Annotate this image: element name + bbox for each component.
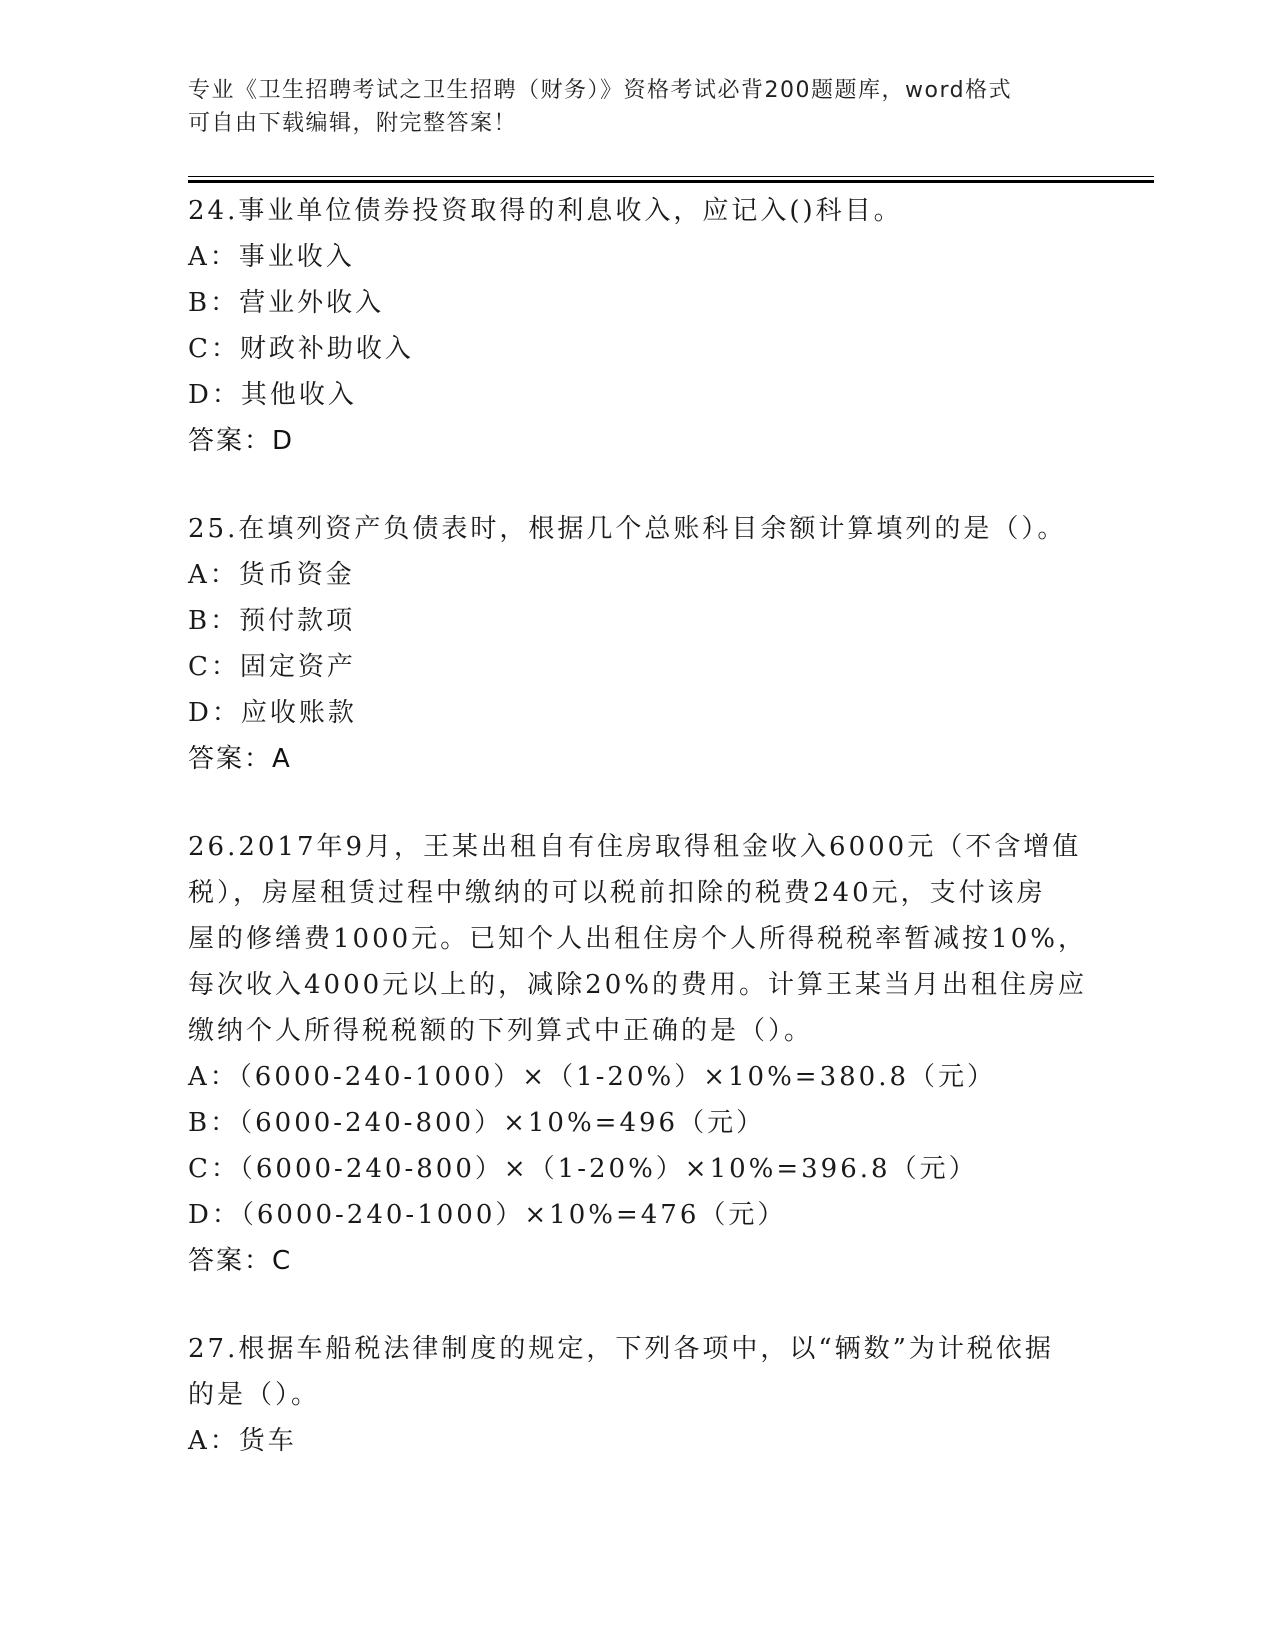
- question-stem: [188, 188, 1088, 234]
- option-c: C：固定资产: [188, 652, 356, 682]
- header-divider-thin: [188, 176, 1154, 177]
- answer: 答案：C: [188, 1246, 293, 1276]
- question-list: [188, 188, 1088, 1506]
- stem-line: 25.在填列资产负债表时，根据几个总账科目余额计算填列的是（）。: [188, 514, 1067, 544]
- option-a: A：货车: [188, 1426, 297, 1456]
- option-b: B：营业外收入: [188, 288, 385, 318]
- option-d: D：应收账款: [188, 698, 357, 728]
- option-a: A：事业收入: [188, 242, 355, 272]
- question-stem: [188, 1326, 1088, 1418]
- question-stem: [188, 824, 1088, 1054]
- option-a: A：货币资金: [188, 560, 355, 590]
- stem-line: 24.事业单位债券投资取得的利息收入，应记入()科目。: [188, 196, 903, 226]
- option-c: C：（6000-240-800）×（1-20%）×10%=396.8（元）: [188, 1154, 978, 1184]
- question-26: [188, 824, 1088, 1284]
- option-b: B：预付款项: [188, 606, 356, 636]
- document-header: [188, 74, 1068, 140]
- stem-line: 税），房屋租赁过程中缴纳的可以税前扣除的税费240元，支付该房: [188, 878, 1046, 908]
- question-25: [188, 506, 1088, 782]
- header-line-1: 专业《卫生招聘考试之卫生招聘（财务）》资格考试必背200题题库，word格式: [188, 78, 1013, 103]
- question-24: [188, 188, 1088, 464]
- option-a: A：（6000-240-1000）×（1-20%）×10%=380.8（元）: [188, 1062, 997, 1092]
- header-divider-thick: [188, 180, 1154, 183]
- answer: 答案：D: [188, 426, 295, 456]
- stem-line: 每次收入4000元以上的，减除20%的费用。计算王某当月出租住房应: [188, 970, 1087, 1000]
- stem-line: 缴纳个人所得税税额的下列算式中正确的是（）。: [188, 1016, 814, 1046]
- question-27: [188, 1326, 1088, 1464]
- header-line-2: 可自由下载编辑，附完整答案！: [188, 111, 518, 136]
- option-b: B：（6000-240-800）×10%=496（元）: [188, 1108, 766, 1138]
- option-d: D：其他收入: [188, 380, 357, 410]
- stem-line: 的是（）。: [188, 1380, 321, 1410]
- question-stem: [188, 506, 1088, 552]
- stem-line: 屋的修缮费1000元。已知个人出租住房个人所得税税率暂减按10%，: [188, 924, 1087, 954]
- option-d: D：（6000-240-1000）×10%=476（元）: [188, 1200, 787, 1230]
- stem-line: 27.根据车船税法律制度的规定，下列各项中，以“辆数”为计税依据: [188, 1334, 1054, 1364]
- stem-line: 26.2017年9月，王某出租自有住房取得租金收入6000元（不含增值: [188, 832, 1082, 862]
- option-c: C：财政补助收入: [188, 334, 414, 364]
- answer: 答案：A: [188, 744, 292, 774]
